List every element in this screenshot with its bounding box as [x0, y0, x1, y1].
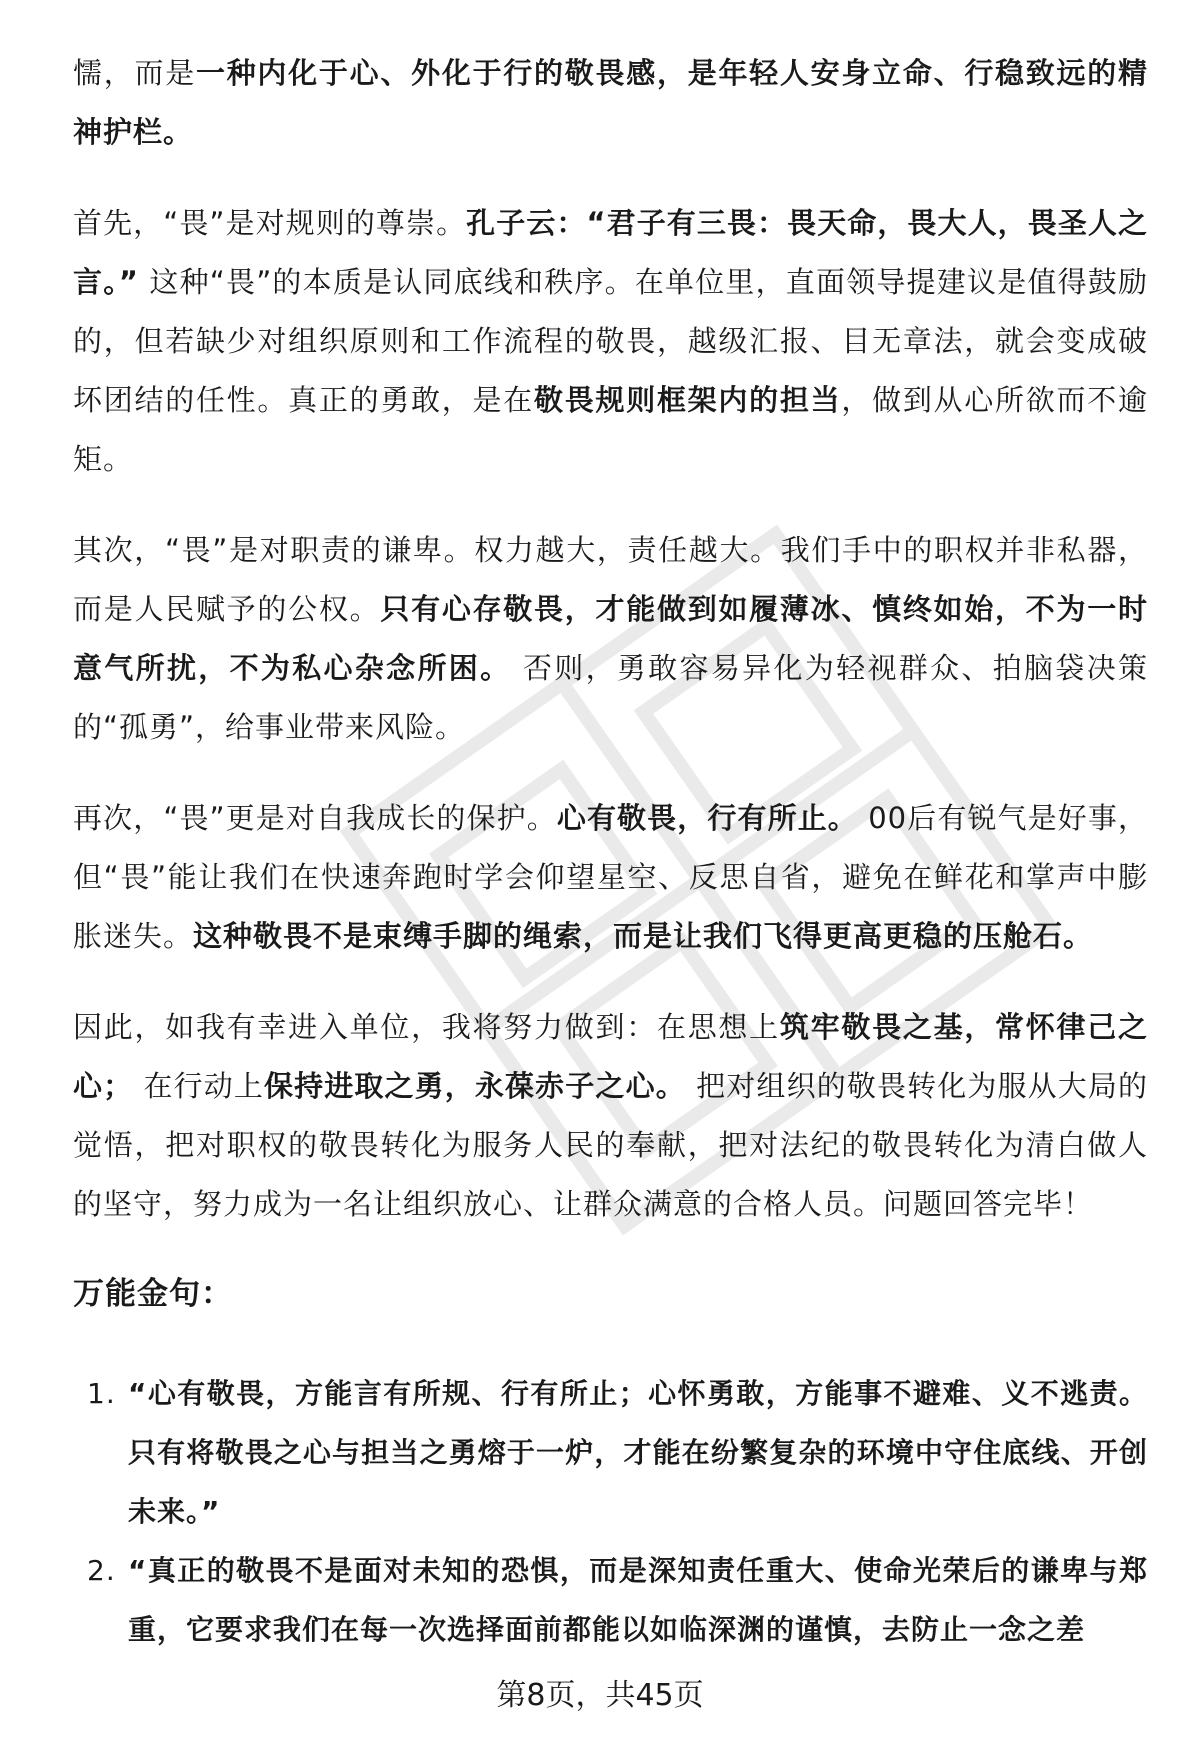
quote-item [73, 1541, 1148, 1659]
paragraph [73, 194, 1148, 489]
bold-text: 心有敬畏，行有所止。 [556, 801, 858, 835]
quote-list [73, 1364, 1148, 1659]
bold-text: 筑牢敬畏之基，常怀律己之心； [73, 1010, 1148, 1103]
text-segment: 首先，“畏”是对规则的尊崇。 [73, 206, 467, 240]
text-segment: 其次，“畏”是对职责的谦卑。权力越大，责任越大。我们手中的职权并非私器，而是人民赋予的公权。 [73, 533, 1148, 626]
body-paragraphs [73, 44, 1148, 1234]
bold-text: 保持进取之勇，永葆赤子之心。 [264, 1069, 686, 1103]
section-heading: 万能金句： [73, 1276, 233, 1312]
paragraph [73, 44, 1148, 162]
bold-text: 只有心存敬畏，才能做到如履薄冰、慎终如始，不为一时意气所扰，不为私心杂念所困。 [73, 592, 1148, 685]
bold-text: 这种敬畏不是束缚手脚的绳索，而是让我们飞得更高更稳的压舱石。 [193, 919, 1094, 953]
text-segment: 在行动上 [133, 1069, 265, 1103]
quote-number: 1. [87, 1377, 116, 1410]
text-segment: 再次，“畏”更是对自我成长的保护。 [73, 801, 557, 835]
paragraph [73, 521, 1148, 757]
quote-text: “心有敬畏，方能言有所规、行有所止；心怀勇敢，方能事不避难、义不逃责。只有将敬畏之心与担当之勇熔于一炉，才能在纷繁复杂的环境中守住底线、开创未来。” [128, 1377, 1148, 1528]
text-segment: 把对组织的敬畏转化为服从大局的觉悟，把对职权的敬畏转化为服务人民的奉献，把对法纪的敬畏转化为清白做人的坚守，努力成为一名让组织放心、让群众满意的合格人员。问题回答完毕！ [73, 1069, 1148, 1221]
bold-text: 孔子云：“君子有三畏：畏天命，畏大人，畏圣人之言。” [73, 206, 1148, 299]
quote-item [73, 1364, 1148, 1541]
text-segment: 懦，而是 [73, 56, 196, 90]
text-segment: 否则，勇敢容易异化为轻视群众、拍脑袋决策的“孤勇”，给事业带来风险。 [73, 651, 1148, 744]
quote-text: “真正的敬畏不是面对未知的恐惧，而是深知责任重大、使命光荣后的谦卑与郑重，它要求我们在每一次选择面前都能以如临深渊的谨慎，去防止一念之差 [128, 1554, 1148, 1646]
bold-text: 敬畏规则框架内的担当 [534, 383, 842, 417]
paragraph [73, 789, 1148, 966]
paragraph [73, 998, 1148, 1234]
text-segment: 因此，如我有幸进入单位，我将努力做到：在思想上 [73, 1010, 780, 1044]
quote-number: 2. [87, 1554, 116, 1587]
main-content [73, 44, 1148, 1659]
text-segment: 00后有锐气是好事，但“畏”能让我们在快速奔跑时学会仰望星空、反思自省，避免在鲜花和掌声中膨胀迷失。 [73, 801, 1148, 953]
page-number: 第8页，共45页 [496, 1678, 704, 1713]
text-segment: 这种“畏”的本质是认同底线和秩序。在单位里，直面领导提建议是值得鼓励的，但若缺少对组织原则和工作流程的敬畏，越级汇报、目无章法，就会变成破坏团结的任性。真正的勇敢，是在 [73, 265, 1148, 417]
bold-text: 一种内化于心、外化于行的敬畏感，是年轻人安身立命、行稳致远的精神护栏。 [73, 56, 1148, 149]
text-segment: ，做到从心所欲而不逾矩。 [73, 383, 1148, 476]
